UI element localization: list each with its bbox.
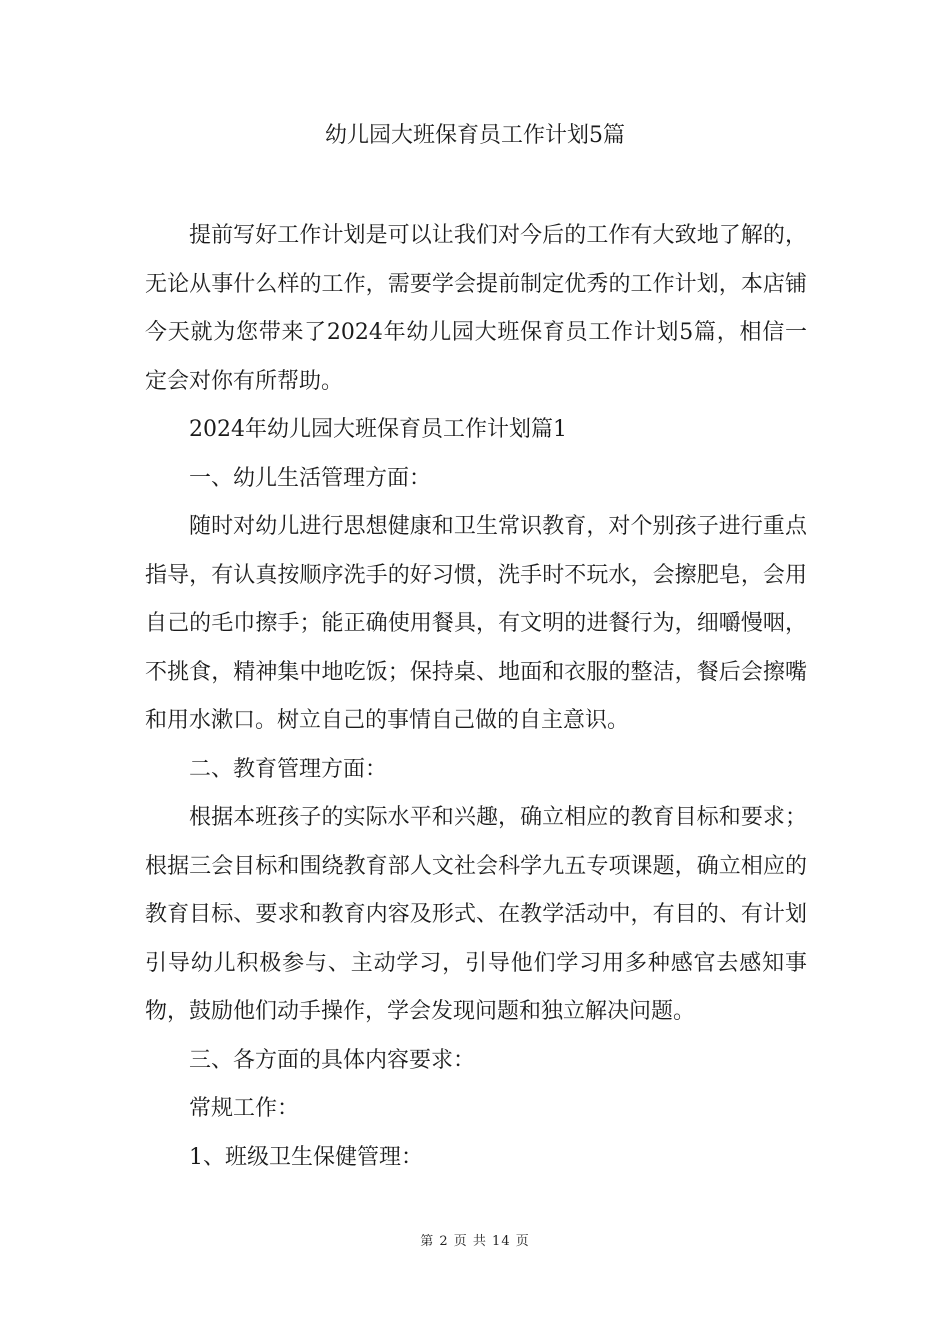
document-title: 幼儿园大班保育员工作计划5篇 bbox=[325, 123, 625, 148]
section-heading-routine-work: 常规工作： bbox=[189, 1096, 300, 1121]
section-heading-hygiene-management: 1、班级卫生保健管理： bbox=[189, 1144, 423, 1170]
paragraph-intro: 提前写好工作计划是可以让我们对今后的工作有大致地了解的，无论从事什么样的工作，需要学会提前制定优秀的工作计划，本店铺今天就为您带来了2024年幼儿园大班保育员工作计划5篇，相信一定会对你有所帮助。 bbox=[145, 223, 807, 394]
section-heading-plan-1: 2024年幼儿园大班保育员工作计划篇1 bbox=[189, 417, 567, 442]
section-heading-life-management: 一、幼儿生活管理方面： bbox=[189, 465, 432, 491]
document-body bbox=[145, 212, 807, 1182]
page-footer: 第 2 页 共 14 页 bbox=[420, 1234, 530, 1249]
section-heading-education-management: 二、教育管理方面： bbox=[189, 756, 388, 782]
section-heading-specific-requirements: 三、各方面的具体内容要求： bbox=[189, 1047, 476, 1073]
paragraph-education-management: 根据本班孩子的实际水平和兴趣，确立相应的教育目标和要求；根据三会目标和围绕教育部人文社会科学九五专项课题，确立相应的教育目标、要求和教育内容及形式、在教学活动中，有目的、有计划引导幼儿积极参与、主动学习，引导他们学习用多种感官去感知事物，鼓励他们动手操作，学会发现问题和独立解决问题。 bbox=[145, 805, 807, 1024]
paragraph-life-management: 随时对幼儿进行思想健康和卫生常识教育，对个别孩子进行重点指导，有认真按顺序洗手的好习惯，洗手时不玩水，会擦肥皂，会用自己的毛巾擦手；能正确使用餐具，有文明的进餐行为，细嚼慢咽，不挑食，精神集中地吃饭；保持桌、地面和衣服的整洁，餐后会擦嘴和用水漱口。树立自己的事情自己做的自主意识。 bbox=[145, 514, 807, 733]
